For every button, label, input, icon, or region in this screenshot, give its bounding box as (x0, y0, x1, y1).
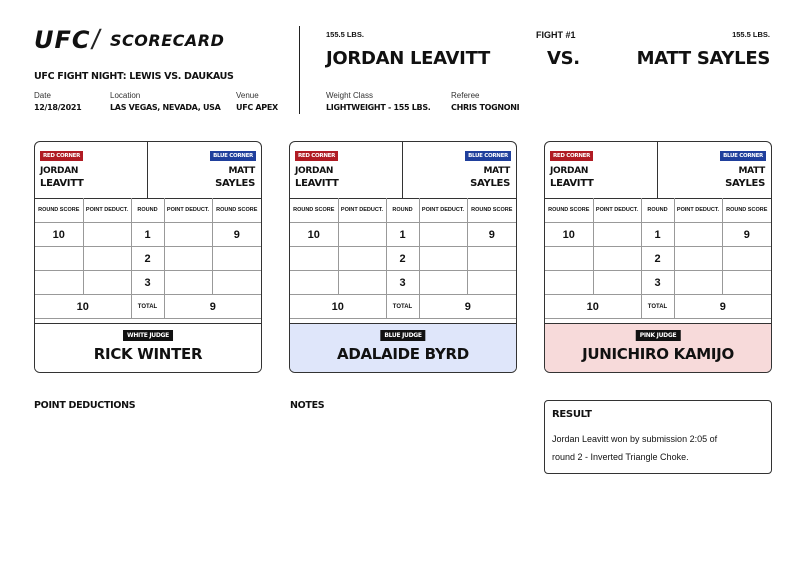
blue-round-score: 9 (722, 223, 771, 247)
judge-name: JUNICHIRO KAMIJO (582, 345, 734, 363)
total-row (290, 295, 516, 319)
red-round-score (545, 271, 593, 295)
round-number: 2 (641, 247, 674, 271)
blue-point-deduction (674, 247, 722, 271)
col-round-score: ROUND SCORE (467, 198, 516, 223)
round-row (290, 271, 516, 295)
blue-round-score (212, 271, 261, 295)
red-point-deduction (338, 223, 386, 247)
blue-first-name: MATT (738, 166, 765, 176)
location-label: Location (110, 91, 141, 100)
score-table (35, 198, 261, 319)
round-row (35, 247, 261, 271)
col-round: ROUND (641, 198, 674, 223)
blue-point-deduction (674, 271, 722, 295)
round-number: 1 (641, 223, 674, 247)
col-round-score: ROUND SCORE (290, 198, 338, 223)
round-row (35, 223, 261, 247)
blue-point-deduction (419, 223, 467, 247)
col-point-deduct: POINT DEDUCT. (164, 198, 212, 223)
blue-point-deduction (674, 223, 722, 247)
corner-divider (402, 142, 403, 198)
red-total: 10 (35, 295, 131, 319)
score-table (545, 198, 771, 319)
round-number: 2 (386, 247, 419, 271)
score-table-header (290, 198, 516, 223)
total-row (35, 295, 261, 319)
blue-first-name: MATT (483, 166, 510, 176)
red-corner-badge: RED CORNER (550, 151, 593, 161)
judge-name: ADALAIDE BYRD (337, 345, 469, 363)
red-corner-badge: RED CORNER (40, 151, 83, 161)
venue-label: Venue (236, 91, 259, 100)
col-round-score: ROUND SCORE (212, 198, 261, 223)
col-round-score: ROUND SCORE (722, 198, 771, 223)
col-point-deduct: POINT DEDUCT. (419, 198, 467, 223)
fight-number: FIGHT #1 (536, 30, 576, 40)
corner-divider (147, 142, 148, 198)
blue-point-deduction (419, 271, 467, 295)
blue-round-score: 9 (212, 223, 261, 247)
round-number: 3 (131, 271, 164, 295)
header-divider (299, 26, 300, 114)
vs-label: VS. (547, 48, 580, 69)
total-row (545, 295, 771, 319)
blue-total: 9 (164, 295, 261, 319)
blue-fighter-name: MATT SAYLES (636, 48, 770, 69)
blue-last-name: SAYLES (470, 178, 510, 189)
round-row (35, 271, 261, 295)
red-corner-badge: RED CORNER (295, 151, 338, 161)
red-round-score (35, 247, 83, 271)
judge-scorecard (289, 141, 517, 373)
judge-box (35, 323, 261, 373)
card-header (35, 142, 261, 199)
blue-point-deduction (164, 271, 212, 295)
red-total: 10 (290, 295, 386, 319)
date-value: 12/18/2021 (34, 103, 82, 112)
red-round-score: 10 (290, 223, 338, 247)
blue-round-score (722, 247, 771, 271)
round-number: 3 (386, 271, 419, 295)
blue-last-name: SAYLES (215, 178, 255, 189)
blue-point-deduction (164, 223, 212, 247)
referee-label: Referee (451, 91, 480, 100)
score-table-header (545, 198, 771, 223)
round-row (545, 223, 771, 247)
result-line-2: round 2 - Inverted Triangle Choke. (552, 452, 689, 462)
date-label: Date (34, 91, 51, 100)
venue-value: UFC APEX (236, 103, 278, 112)
judge-badge: PINK JUDGE (636, 330, 681, 341)
blue-total: 9 (419, 295, 516, 319)
logo-divider: / (89, 24, 103, 55)
notes-heading: NOTES (290, 400, 325, 411)
col-point-deduct: POINT DEDUCT. (674, 198, 722, 223)
red-fighter-name: JORDAN LEAVITT (326, 48, 490, 69)
red-first-name: JORDAN (550, 166, 589, 176)
round-row (290, 247, 516, 271)
score-table (290, 198, 516, 319)
red-weight: 155.5 LBS. (326, 30, 364, 39)
round-number: 2 (131, 247, 164, 271)
weight-class-value: LIGHTWEIGHT - 155 LBS. (326, 103, 431, 112)
blue-round-score (467, 271, 516, 295)
round-row (545, 247, 771, 271)
judge-box (290, 323, 516, 373)
col-point-deduct: POINT DEDUCT. (338, 198, 386, 223)
blue-corner-badge: BLUE CORNER (210, 151, 256, 161)
blue-weight: 155.5 LBS. (732, 30, 770, 39)
judge-badge: BLUE JUDGE (380, 330, 425, 341)
blue-first-name: MATT (228, 166, 255, 176)
scorecard-title: SCORECARD (110, 31, 225, 50)
blue-round-score (467, 247, 516, 271)
red-round-score: 10 (35, 223, 83, 247)
red-point-deduction (338, 247, 386, 271)
location-value: LAS VEGAS, NEVADA, USA (110, 103, 221, 112)
point-deductions-heading: POINT DEDUCTIONS (34, 400, 136, 411)
ufc-logo: UFC (34, 26, 91, 54)
blue-corner-badge: BLUE CORNER (465, 151, 511, 161)
judge-box (545, 323, 771, 373)
red-point-deduction (593, 223, 641, 247)
red-first-name: JORDAN (295, 166, 334, 176)
red-point-deduction (338, 271, 386, 295)
judge-badge: WHITE JUDGE (123, 330, 173, 341)
corner-divider (657, 142, 658, 198)
referee-value: CHRIS TOGNONI (451, 103, 520, 112)
red-round-score (35, 271, 83, 295)
blue-point-deduction (164, 247, 212, 271)
red-point-deduction (593, 271, 641, 295)
red-last-name: LEAVITT (295, 178, 339, 189)
red-round-score (290, 247, 338, 271)
round-row (290, 223, 516, 247)
red-point-deduction (593, 247, 641, 271)
red-point-deduction (83, 247, 131, 271)
judge-scorecard (544, 141, 772, 373)
red-last-name: LEAVITT (550, 178, 594, 189)
blue-last-name: SAYLES (725, 178, 765, 189)
col-point-deduct: POINT DEDUCT. (83, 198, 131, 223)
total-label: TOTAL (131, 295, 164, 319)
blue-round-score (722, 271, 771, 295)
blue-total: 9 (674, 295, 771, 319)
red-point-deduction (83, 271, 131, 295)
round-number: 1 (131, 223, 164, 247)
col-round-score: ROUND SCORE (545, 198, 593, 223)
total-label: TOTAL (386, 295, 419, 319)
blue-point-deduction (419, 247, 467, 271)
red-total: 10 (545, 295, 641, 319)
col-round: ROUND (386, 198, 419, 223)
blue-round-score (212, 247, 261, 271)
card-header (290, 142, 516, 199)
result-box (544, 400, 772, 474)
round-row (545, 271, 771, 295)
round-number: 3 (641, 271, 674, 295)
red-last-name: LEAVITT (40, 178, 84, 189)
result-line-1: Jordan Leavitt won by submission 2:05 of (552, 434, 718, 444)
round-number: 1 (386, 223, 419, 247)
col-point-deduct: POINT DEDUCT. (593, 198, 641, 223)
score-table-header (35, 198, 261, 223)
red-round-score (290, 271, 338, 295)
total-label: TOTAL (641, 295, 674, 319)
event-name: UFC FIGHT NIGHT: LEWIS VS. DAUKAUS (34, 71, 234, 82)
blue-corner-badge: BLUE CORNER (720, 151, 766, 161)
card-header (545, 142, 771, 199)
col-round-score: ROUND SCORE (35, 198, 83, 223)
judge-scorecard (34, 141, 262, 373)
red-first-name: JORDAN (40, 166, 79, 176)
red-round-score (545, 247, 593, 271)
judge-name: RICK WINTER (93, 345, 203, 363)
weight-class-label: Weight Class (326, 91, 373, 100)
red-round-score: 10 (545, 223, 593, 247)
red-point-deduction (83, 223, 131, 247)
col-round: ROUND (131, 198, 164, 223)
result-title: RESULT (552, 409, 592, 420)
blue-round-score: 9 (467, 223, 516, 247)
